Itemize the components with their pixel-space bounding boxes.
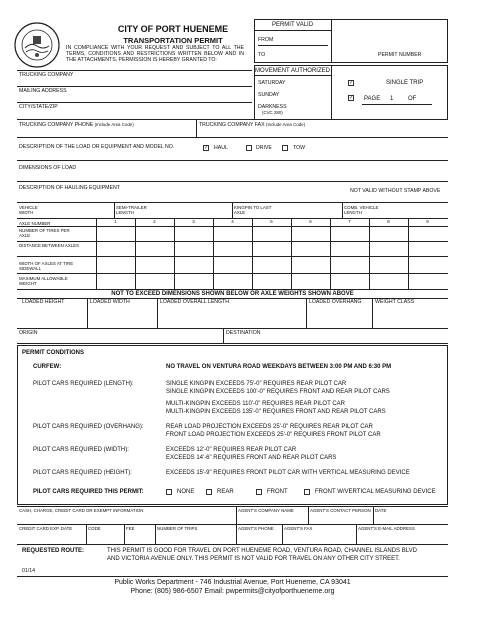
comb-vehicle-label: COMB. VEHICLE LENGTH [344, 205, 379, 215]
width-axles-label: WIDTH OF AXLES AT TIRE SIDEWALL [19, 261, 74, 271]
card-exp-label: CREDIT CARD EXP. DATE [19, 526, 73, 531]
destination-field[interactable] [270, 330, 445, 340]
hauling-equipment-field[interactable] [19, 192, 339, 200]
loaded-dimensions-fields[interactable] [18, 306, 446, 326]
to-label: TO [258, 52, 266, 58]
agent-contact-label: AGENT'S CONTACT PERSON [310, 508, 371, 513]
this-permit-label: PILOT CARS REQUIRED THIS PERMIT: [33, 489, 144, 495]
city-state-zip-label: CITY/STATE/ZIP [19, 104, 58, 110]
axle-num: 4 [231, 219, 234, 224]
trucking-company-field[interactable] [90, 71, 250, 85]
none-checkbox[interactable] [166, 489, 172, 495]
darkness-label: DARKNESS [258, 104, 287, 110]
axle-num: 8 [387, 219, 390, 224]
axle-num: 9 [426, 219, 429, 224]
front-vertical-label: FRONT W/VERTICAL MEASURING DEVICE [315, 489, 436, 495]
width-label: PILOT CARS REQUIRED (WIDTH): [33, 447, 129, 453]
origin-label: ORIGIN [19, 330, 38, 336]
footer-contact: Phone: (805) 986-6507 Email: pwpermits@cityofporthueneme.org [130, 588, 335, 595]
width-line: EXCEEDS 14'-6" REQUIRES FRONT AND REAR PILOT CARS [166, 455, 337, 461]
curfew-text: NO TRAVEL ON VENTURA ROAD WEEKDAYS BETWEEN 3:00 PM AND 6:30 PM [166, 364, 392, 370]
date-label: DATE [375, 508, 387, 513]
overhang-label: PILOT CARS REQUIRED (OVERHANG): [33, 424, 144, 430]
agent-email-label: AGENT'S E-MAIL ADDRESS [358, 526, 415, 531]
distance-label: DISTANCE BETWEEN AXLES [19, 243, 79, 248]
length-line: MULTI-KINGPIN EXCEEDS 135'-0" REQUIRES FRONT AND REAR PILOT CARS [166, 409, 386, 415]
length-line: SINGLE KINGPIN EXCEEDS 75'-0" REQUIRES REAR PILOT CAR [166, 381, 347, 387]
axle-num: 2 [153, 219, 156, 224]
front-checkbox[interactable] [256, 489, 262, 495]
trips-label: NUMBER OF TRIPS [157, 526, 198, 531]
overhang-line: FRONT LOAD PROJECTION EXCEEDS 25'-0" REQUIRES FRONT PILOT CAR [166, 432, 381, 438]
tow-checkbox[interactable] [282, 145, 288, 151]
agent-company-label: AGENT'S COMPANY NAME [238, 508, 294, 513]
origin-field[interactable] [50, 330, 220, 340]
tow-label: TOW [293, 145, 306, 151]
kingpin-label: KINGPIN TO LAST AXLE [234, 205, 272, 215]
from-field[interactable] [258, 45, 328, 46]
agent-phone-label: AGENT'S PHONE [238, 526, 274, 531]
drive-checkbox[interactable] [246, 145, 252, 151]
form-revision: 01/14 [22, 568, 35, 574]
footer-address: Public Works Department - 746 Industrial Avenue, Port Hueneme, CA 93041 [114, 579, 351, 586]
axle-num: 5 [270, 219, 273, 224]
permit-number-field[interactable] [333, 32, 446, 50]
code-label: CODE [88, 526, 101, 531]
axle-number-label: AXLE NUMBER [19, 221, 51, 226]
loaded-length-label: LOADED OVERALL LENGTH [160, 299, 229, 305]
vehicle-width-label: VEHICLE WIDTH [19, 205, 38, 215]
fax-label [199, 122, 305, 128]
phone-note: (Include Area Code) [94, 122, 134, 127]
drive-label: DRIVE [256, 145, 272, 151]
movement-title: MOVEMENT AUTHORIZED [255, 68, 330, 74]
axle-num: 7 [348, 219, 351, 224]
height-label: PILOT CARS REQUIRED (HEIGHT): [33, 470, 132, 476]
tires-per-axle-label: NUMBER OF TIRES PER AXLE [19, 228, 70, 238]
rear-label: REAR [217, 489, 234, 495]
from-label: FROM [258, 37, 274, 43]
description-label: DESCRIPTION OF THE LOAD OR EQUIPMENT AND MODEL NO. [19, 144, 175, 150]
front-label: FRONT [267, 489, 288, 495]
haul-checkbox[interactable]: ✓ [204, 145, 209, 151]
overhang-line: REAR LOAD PROJECTION EXCEEDS 25'-0" REQUIRES REAR PILOT CAR [166, 424, 373, 430]
phone-label-text: TRUCKING COMPANY PHONE [19, 122, 94, 128]
conditions-title: PERMIT CONDITIONS [22, 350, 85, 356]
length-line: SINGLE KINGPIN EXCEEDS 100'-0" REQUIRES FRONT AND REAR PILOT CARS [166, 389, 390, 395]
loaded-width-label: LOADED WIDTH [90, 299, 130, 305]
city-seal [14, 22, 60, 68]
payment-fields[interactable] [18, 514, 446, 523]
permit-number-label: PERMIT NUMBER [378, 52, 422, 58]
fax-note: (Include Area Code) [265, 122, 306, 127]
axle-num: 1 [114, 219, 117, 224]
fax-label-text: TRUCKING COMPANY FAX [199, 122, 265, 128]
haul-label: HAUL [214, 145, 228, 151]
page-label: PAGE [364, 96, 381, 102]
page-of-label: OF [408, 96, 417, 102]
permit-valid-title: PERMIT VALID [271, 22, 314, 28]
mailing-address-label: MAILING ADDRESS [19, 88, 67, 94]
length-line: MULTI-KINGPIN EXCEEDS 110'-0" REQUIRES REAR PILOT CAR [166, 401, 345, 407]
rear-checkbox[interactable] [206, 489, 212, 495]
axle-num: 6 [309, 219, 312, 224]
weight-class-label: WEIGHT CLASS [375, 299, 415, 305]
form-title: CITY OF PORT HUENEME [117, 24, 229, 34]
height-line: EXCEEDS 15'-9" REQUIRES FRONT PILOT CAR WITH VERTICAL MEASURING DEVICE [166, 470, 410, 476]
phone-label [19, 122, 134, 128]
trucking-company-label: TRUCKING COMPANY [19, 72, 74, 78]
max-weight-label: MAXIMUM ALLOWABLE WEIGHT [19, 276, 68, 286]
sunday-label: SUNDAY [258, 92, 280, 98]
route-line1: THIS PERMIT IS GOOD FOR TRAVEL ON PORT HUENEME ROAD, VENTURA ROAD, CHANNEL ISLANDS BLVD [107, 548, 417, 554]
cash-label: CASH, CHARGE, CREDIT CARD OR EXEMPT INFORMATION [19, 508, 144, 513]
loaded-overhang-label: LOADED OVERHANG [309, 299, 362, 305]
front-vertical-checkbox[interactable] [304, 489, 310, 495]
semi-trailer-label: SEMI-TRAILER LENGTH [116, 205, 147, 215]
axle-num: 3 [192, 219, 195, 224]
fax-field[interactable] [199, 129, 446, 137]
dimensions-field[interactable] [19, 172, 446, 180]
loaded-height-label: LOADED HEIGHT [22, 299, 65, 305]
dimensions-label: DIMENSIONS OF LOAD [19, 165, 77, 171]
page-number: 1 [390, 96, 394, 102]
length-label: PILOT CARS REQUIRED (LENGTH): [33, 381, 134, 387]
none-label: NONE [177, 489, 195, 495]
hauling-equipment-label: DESCRIPTION OF HAULING EQUIPMENT [19, 185, 120, 191]
phone-field[interactable] [19, 129, 194, 137]
agent-fields[interactable] [18, 532, 446, 543]
destination-label: DESTINATION [226, 330, 261, 336]
form-subtitle: TRANSPORTATION PERMIT [123, 36, 223, 45]
city-state-zip-field[interactable] [90, 103, 250, 117]
route-line2: AND VICTORIA AVENUE ONLY. THIS PERMIT IS NOT VALID FOR TRAVEL ON ANY OTHER CITY STREET. [107, 556, 400, 562]
axle-grid-cells[interactable] [97, 227, 447, 288]
saturday-label: SATURDAY [258, 80, 286, 86]
mailing-address-field[interactable] [90, 87, 250, 101]
page-checkbox[interactable]: ✓ [349, 95, 354, 101]
requested-route-label: REQUESTED ROUTE: [22, 548, 85, 554]
intro-text: IN COMPLIANCE WITH YOUR REQUEST AND SUBJECT TO ALL THE TERMS, CONDITIONS AND RESTRICTIONS WRITTEN BELOW AND IN THE ATTACHMENTS, PERMISSION IS HEREBY GRANTED TO: [66, 45, 244, 63]
cvc-label: (CVC 280) [262, 110, 283, 115]
not-valid-note: NOT VALID WITHOUT STAMP ABOVE [350, 188, 441, 194]
fee-label: FEE [126, 526, 135, 531]
agent-fax-label: AGENT'S FAX [284, 526, 313, 531]
not-exceed-heading: NOT TO EXCEED DIMENSIONS SHOWN BELOW OR AXLE WEIGHTS SHOWN ABOVE [111, 291, 354, 297]
curfew-label: CURFEW: [33, 364, 62, 370]
width-line: EXCEEDS 12'-0" REQUIRES REAR PILOT CAR [166, 447, 297, 453]
single-trip-label: SINGLE TRIP [386, 80, 424, 86]
single-trip-checkbox[interactable]: ✓ [349, 80, 354, 86]
